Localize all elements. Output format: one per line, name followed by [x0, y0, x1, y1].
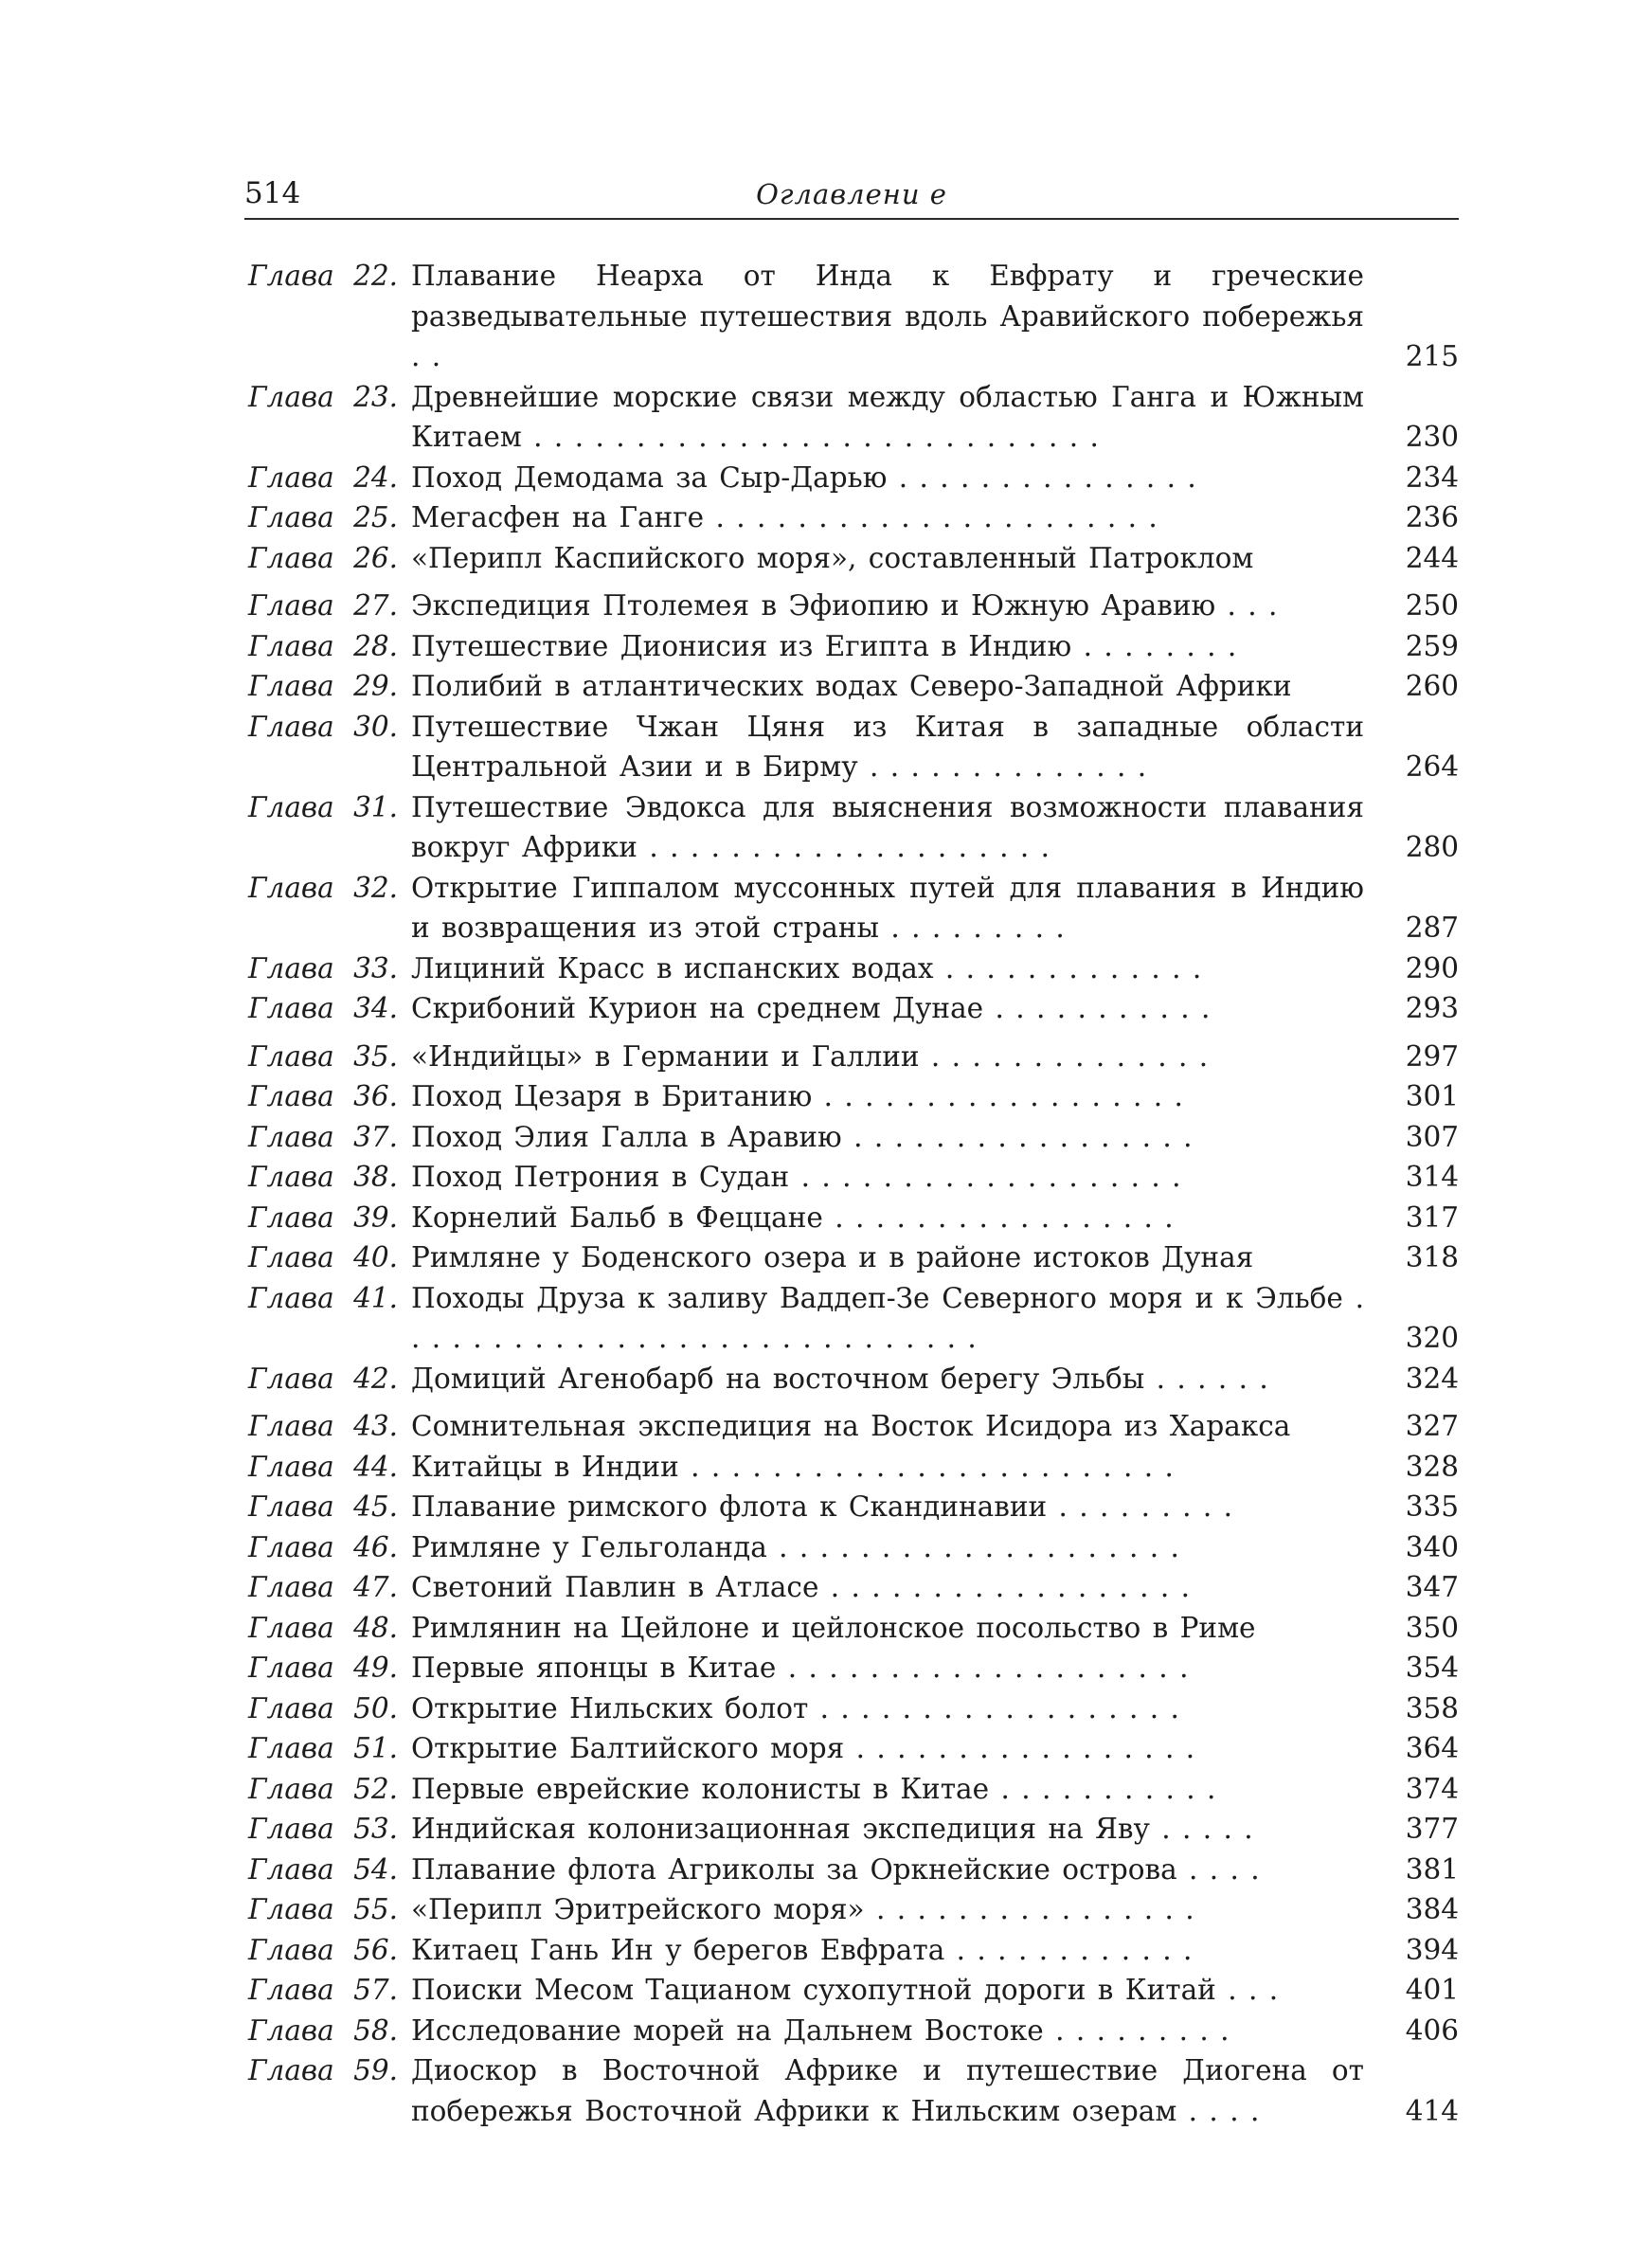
chapter-title: Экспедиция Птолемея в Эфиопию и Южную Аравию . . . — [411, 589, 1278, 622]
chapter-number: 22. — [353, 260, 398, 292]
chapter-number: 43. — [353, 1410, 398, 1442]
chapter-label — [248, 2050, 411, 2091]
chapter-label — [248, 1889, 411, 1930]
chapter-number: 44. — [353, 1450, 398, 1483]
toc-entry — [248, 1769, 1459, 1810]
chapter-number: 30. — [353, 710, 398, 743]
running-title: Оглавлени е — [756, 178, 947, 210]
chapter-number: 25. — [353, 501, 398, 533]
toc-entry — [248, 458, 1459, 498]
chapter-number: 55. — [353, 1893, 398, 1925]
toc-entry — [248, 1198, 1459, 1238]
chapter-number: 38. — [353, 1161, 398, 1193]
chapter-title: Светоний Павлин в Атласе . . . . . . . . . . . . . . . . . . — [411, 1571, 1190, 1603]
chapter-prefix: Глава — [248, 1933, 334, 1966]
chapter-title: Открытие Гиппалом муссонных путей для плавания в Индию и возвращения из этой страны . . . . . . . . . — [411, 871, 1364, 944]
toc-entry — [248, 377, 1459, 458]
chapter-number: 23. — [353, 380, 398, 413]
chapter-prefix: Глава — [248, 2013, 334, 2047]
chapter-label — [248, 538, 411, 579]
chapter-prefix: Глава — [248, 790, 334, 823]
chapter-prefix: Глава — [248, 1490, 334, 1523]
chapter-title: Римляне у Гельголанда . . . . . . . . . . . . . . . . . . . . — [411, 1530, 1179, 1563]
chapter-page-number: 401 — [1405, 1974, 1459, 2006]
chapter-page-number: 234 — [1405, 460, 1459, 494]
toc-entry — [248, 1037, 1459, 1077]
chapter-page-number: 244 — [1405, 541, 1459, 574]
chapter-page-number: 340 — [1405, 1530, 1459, 1563]
chapter-number: 28. — [353, 629, 398, 662]
chapter-prefix: Глава — [248, 710, 334, 743]
chapter-page-number: 328 — [1405, 1450, 1459, 1483]
chapter-title: Сомнительная экспедиция на Восток Исидора из Харакса — [411, 1410, 1291, 1442]
chapter-number: 36. — [353, 1080, 398, 1112]
chapter-title: Походы Друза к заливу Ваддеп-Зе Северного моря и к Эльбе . . . . . . . . . . . . . . . . . . . . . . . . . . . . . — [411, 1281, 1364, 1354]
chapter-prefix: Глава — [248, 1080, 334, 1112]
chapter-page-number: 327 — [1405, 1410, 1459, 1442]
toc-entry — [248, 1970, 1459, 2011]
chapter-prefix: Глава — [248, 951, 334, 984]
chapter-title: «Перипл Эритрейского моря» . . . . . . . . . . . . . . . . — [411, 1893, 1194, 1925]
toc-entry — [248, 666, 1459, 707]
chapter-prefix: Глава — [248, 541, 334, 574]
toc-entry — [248, 1487, 1459, 1527]
chapter-title: Первые еврейские колонисты в Китае . . . . . . . . . . . — [411, 1772, 1216, 1805]
chapter-prefix: Глава — [248, 1813, 334, 1845]
chapter-prefix: Глава — [248, 260, 334, 292]
chapter-title: Скрибоний Курион на среднем Дунае . . . . . . . . . . . — [411, 992, 1211, 1024]
chapter-label — [248, 1728, 411, 1769]
chapter-title: Плавание Неарха от Инда к Евфрату и греческие разведывательные путешествия вдоль Аравийского побережья . . — [411, 260, 1364, 372]
chapter-number: 49. — [353, 1652, 398, 1684]
chapter-page-number: 297 — [1405, 1039, 1459, 1073]
chapter-title: Путешествие Чжан Цяня из Китая в западные области Центральной Азии и в Бирму . . . . . . . . . . . . . . — [411, 710, 1364, 783]
chapter-page-number: 414 — [1405, 2094, 1459, 2127]
toc-entry — [248, 1157, 1459, 1198]
chapter-label — [248, 1970, 411, 2011]
chapter-number: 24. — [353, 460, 398, 494]
chapter-page-number: 374 — [1405, 1772, 1459, 1805]
toc-entry — [248, 1930, 1459, 1971]
toc-entry — [248, 1117, 1459, 1158]
chapter-page-number: 318 — [1405, 1241, 1459, 1273]
chapter-title: Корнелий Бальб в Феццане . . . . . . . . . . . . . . . . . — [411, 1201, 1174, 1234]
chapter-page-number: 317 — [1405, 1201, 1459, 1234]
chapter-title: Древнейшие морские связи между областью Ганга и Южным Китаем . . . . . . . . . . . . . . . . . . . . . . . . . . . . — [411, 380, 1364, 453]
chapter-page-number: 215 — [1405, 340, 1459, 372]
chapter-label — [248, 256, 411, 297]
toc-entry — [248, 497, 1459, 538]
toc-entry — [248, 1648, 1459, 1688]
chapter-number: 59. — [353, 2054, 398, 2086]
chapter-title: Путешествие Эвдокса для выяснения возможности плавания вокруг Африки . . . . . . . . . . . . . . . . . . . . — [411, 790, 1364, 863]
toc-entry — [248, 1237, 1459, 1278]
chapter-label — [248, 1567, 411, 1608]
chapter-page-number: 324 — [1405, 1362, 1459, 1395]
chapter-number: 46. — [353, 1530, 398, 1563]
chapter-prefix: Глава — [248, 1772, 334, 1805]
chapter-label — [248, 1359, 411, 1399]
chapter-number: 26. — [353, 541, 398, 574]
chapter-number: 54. — [353, 1852, 398, 1886]
toc-entry — [248, 1359, 1459, 1399]
toc-entry — [248, 1076, 1459, 1117]
chapter-label — [248, 497, 411, 538]
chapter-label — [248, 586, 411, 626]
chapter-number: 50. — [353, 1691, 398, 1724]
chapter-title: Поход Элия Галла в Аравию . . . . . . . . . . . . . . . . . — [411, 1120, 1193, 1153]
toc-entry — [248, 538, 1459, 579]
chapter-title: Китайцы в Индии . . . . . . . . . . . . . . . . . . . . . . . . — [411, 1450, 1174, 1483]
chapter-title: Домиций Агенобарб на восточном берегу Эльбы . . . . . . — [411, 1362, 1268, 1395]
chapter-prefix: Глава — [248, 1039, 334, 1073]
chapter-page-number: 347 — [1405, 1571, 1459, 1603]
chapter-title: Римлянин на Цейлоне и цейлонское посольство в Риме — [411, 1611, 1256, 1644]
chapter-title: Полибий в атлантических водах Северо-Западной Африки — [411, 670, 1292, 702]
chapter-label — [248, 1648, 411, 1688]
chapter-prefix: Глава — [248, 1732, 334, 1764]
chapter-prefix: Глава — [248, 1530, 334, 1563]
chapter-label — [248, 1157, 411, 1198]
chapter-label — [248, 1527, 411, 1568]
chapter-title: Открытие Балтийского моря . . . . . . . . . . . . . . . . . — [411, 1732, 1195, 1764]
chapter-prefix: Глава — [248, 1611, 334, 1644]
chapter-prefix: Глава — [248, 1201, 334, 1234]
chapter-page-number: 307 — [1405, 1120, 1459, 1153]
toc-entry — [248, 256, 1459, 377]
chapter-number: 57. — [353, 1974, 398, 2006]
chapter-page-number: 250 — [1405, 589, 1459, 622]
chapter-number: 31. — [353, 790, 398, 823]
chapter-title: Поход Цезаря в Британию . . . . . . . . . . . . . . . . . . — [411, 1080, 1183, 1112]
chapter-prefix: Глава — [248, 670, 334, 702]
chapter-prefix: Глава — [248, 501, 334, 533]
chapter-page-number: 264 — [1405, 750, 1459, 783]
chapter-prefix: Глава — [248, 589, 334, 622]
chapter-prefix: Глава — [248, 1893, 334, 1925]
chapter-title: Исследование морей на Дальнем Востоке . . . . . . . . . — [411, 2013, 1230, 2047]
chapter-number: 35. — [353, 1039, 398, 1073]
chapter-label — [248, 868, 411, 909]
chapter-page-number: 320 — [1405, 1322, 1459, 1354]
chapter-label — [248, 988, 411, 1029]
page-number: 514 — [244, 176, 301, 210]
chapter-title: Диоскор в Восточной Африке и путешествие Диогена от побережья Восточной Африки к Нильским озерам . . . . — [411, 2054, 1364, 2127]
chapter-page-number: 381 — [1405, 1852, 1459, 1886]
chapter-prefix: Глава — [248, 380, 334, 413]
chapter-label — [248, 1037, 411, 1077]
chapter-label — [248, 1688, 411, 1729]
chapter-title: Поход Демодама за Сыр-Дарью . . . . . . . . . . . . . . . — [411, 460, 1196, 494]
chapter-number: 53. — [353, 1813, 398, 1845]
chapter-label — [248, 1278, 411, 1319]
toc-entry — [248, 988, 1459, 1029]
chapter-number: 40. — [353, 1241, 398, 1273]
chapter-page-number: 394 — [1405, 1933, 1459, 1966]
chapter-title: Первые японцы в Китае . . . . . . . . . . . . . . . . . . . . — [411, 1652, 1189, 1684]
chapter-label — [248, 1850, 411, 1890]
chapter-prefix: Глава — [248, 1450, 334, 1483]
chapter-prefix: Глава — [248, 1974, 334, 2006]
chapter-label — [248, 1117, 411, 1158]
toc-entry — [248, 1889, 1459, 1930]
chapter-number: 47. — [353, 1571, 398, 1603]
chapter-label — [248, 626, 411, 667]
chapter-prefix: Глава — [248, 1652, 334, 1684]
chapter-page-number: 260 — [1405, 670, 1459, 702]
page-header — [244, 176, 1459, 220]
chapter-label — [248, 1608, 411, 1649]
toc-entry — [248, 2050, 1459, 2131]
chapter-prefix: Глава — [248, 460, 334, 494]
table-of-contents — [248, 256, 1459, 2131]
chapter-page-number: 259 — [1405, 629, 1459, 662]
chapter-prefix: Глава — [248, 1852, 334, 1886]
chapter-page-number: 384 — [1405, 1893, 1459, 1925]
chapter-number: 42. — [353, 1362, 398, 1395]
chapter-number: 29. — [353, 670, 398, 702]
chapter-label — [248, 787, 411, 828]
toc-entry — [248, 1278, 1459, 1359]
toc-entry — [248, 868, 1459, 948]
chapter-prefix: Глава — [248, 1161, 334, 1193]
chapter-prefix: Глава — [248, 1410, 334, 1442]
toc-entry — [248, 1688, 1459, 1729]
chapter-label — [248, 1930, 411, 1971]
chapter-page-number: 364 — [1405, 1732, 1459, 1764]
chapter-number: 45. — [353, 1490, 398, 1523]
chapter-number: 33. — [353, 951, 398, 984]
chapter-prefix: Глава — [248, 992, 334, 1024]
chapter-prefix: Глава — [248, 871, 334, 904]
toc-entry — [248, 2011, 1459, 2051]
chapter-page-number: 335 — [1405, 1490, 1459, 1523]
chapter-label — [248, 1809, 411, 1850]
chapter-title: Римляне у Боденского озера и в районе истоков Дуная — [411, 1241, 1254, 1273]
chapter-number: 39. — [353, 1201, 398, 1234]
chapter-label — [248, 666, 411, 707]
chapter-prefix: Глава — [248, 1120, 334, 1153]
chapter-page-number: 358 — [1405, 1691, 1459, 1724]
chapter-label — [248, 1076, 411, 1117]
chapter-page-number: 350 — [1405, 1611, 1459, 1644]
chapter-title: Плавание римского флота к Скандинавии . . . . . . . . . — [411, 1490, 1232, 1523]
chapter-number: 37. — [353, 1120, 398, 1153]
toc-entry — [248, 787, 1459, 868]
chapter-title: Открытие Нильских болот . . . . . . . . . . . . . . . . . . — [411, 1691, 1179, 1724]
chapter-number: 27. — [353, 589, 398, 622]
toc-entry — [248, 1447, 1459, 1488]
chapter-label — [248, 2011, 411, 2051]
chapter-label — [248, 1769, 411, 1810]
chapter-number: 34. — [353, 992, 398, 1024]
chapter-label — [248, 1198, 411, 1238]
chapter-title: Плавание флота Агриколы за Оркнейские острова . . . . — [411, 1852, 1260, 1886]
chapter-prefix: Глава — [248, 1691, 334, 1724]
chapter-page-number: 236 — [1405, 501, 1459, 533]
toc-entry — [248, 1728, 1459, 1769]
toc-entry — [248, 1809, 1459, 1850]
toc-entry — [248, 1406, 1459, 1447]
toc-entry — [248, 1608, 1459, 1649]
chapter-page-number: 290 — [1405, 951, 1459, 984]
chapter-number: 32. — [353, 871, 398, 904]
toc-entry — [248, 1567, 1459, 1608]
chapter-title: «Перипл Каспийского моря», составленный Патроклом — [411, 541, 1254, 574]
chapter-page-number: 287 — [1405, 912, 1459, 944]
chapter-prefix: Глава — [248, 1571, 334, 1603]
chapter-page-number: 406 — [1405, 2013, 1459, 2047]
toc-entry — [248, 948, 1459, 989]
toc-entry — [248, 626, 1459, 667]
chapter-label — [248, 948, 411, 989]
chapter-page-number: 301 — [1405, 1080, 1459, 1112]
chapter-prefix: Глава — [248, 629, 334, 662]
chapter-label — [248, 377, 411, 418]
toc-entry — [248, 586, 1459, 626]
chapter-prefix: Глава — [248, 1362, 334, 1395]
chapter-title: Поиски Месом Тацианом сухопутной дороги в Китай . . . — [411, 1974, 1279, 2006]
chapter-number: 56. — [353, 1933, 398, 1966]
chapter-title: «Индийцы» в Германии и Галлии . . . . . . . . . . . . . . — [411, 1039, 1209, 1073]
chapter-title: Поход Петрония в Судан . . . . . . . . . . . . . . . . . . . — [411, 1161, 1181, 1193]
toc-entry — [248, 707, 1459, 787]
chapter-title: Китаец Гань Ин у берегов Евфрата . . . . . . . . . . . . — [411, 1933, 1193, 1966]
chapter-page-number: 280 — [1405, 831, 1459, 863]
chapter-label — [248, 458, 411, 498]
chapter-number: 51. — [353, 1732, 398, 1764]
chapter-number: 52. — [353, 1772, 398, 1805]
chapter-page-number: 293 — [1405, 992, 1459, 1024]
toc-entry — [248, 1527, 1459, 1568]
chapter-number: 58. — [353, 2013, 398, 2047]
chapter-title: Путешествие Дионисия из Египта в Индию . . . . . . . . — [411, 629, 1237, 662]
chapter-title: Лициний Красс в испанских водах . . . . . . . . . . . . . — [411, 951, 1202, 984]
chapter-prefix: Глава — [248, 1281, 334, 1314]
chapter-label — [248, 707, 411, 748]
chapter-page-number: 230 — [1405, 421, 1459, 453]
chapter-prefix: Глава — [248, 1241, 334, 1273]
chapter-page-number: 354 — [1405, 1652, 1459, 1684]
chapter-label — [248, 1447, 411, 1488]
chapter-label — [248, 1237, 411, 1278]
chapter-label — [248, 1406, 411, 1447]
toc-entry — [248, 1850, 1459, 1890]
chapter-page-number: 377 — [1405, 1813, 1459, 1845]
chapter-label — [248, 1487, 411, 1527]
chapter-title: Индийская колонизационная экспедиция на Яву . . . . . — [411, 1813, 1253, 1845]
chapter-title: Мегасфен на Ганге . . . . . . . . . . . . . . . . . . . . . . — [411, 501, 1158, 533]
chapter-page-number: 314 — [1405, 1161, 1459, 1193]
chapter-number: 41. — [353, 1281, 398, 1314]
chapter-prefix: Глава — [248, 2054, 334, 2086]
chapter-number: 48. — [353, 1611, 398, 1644]
